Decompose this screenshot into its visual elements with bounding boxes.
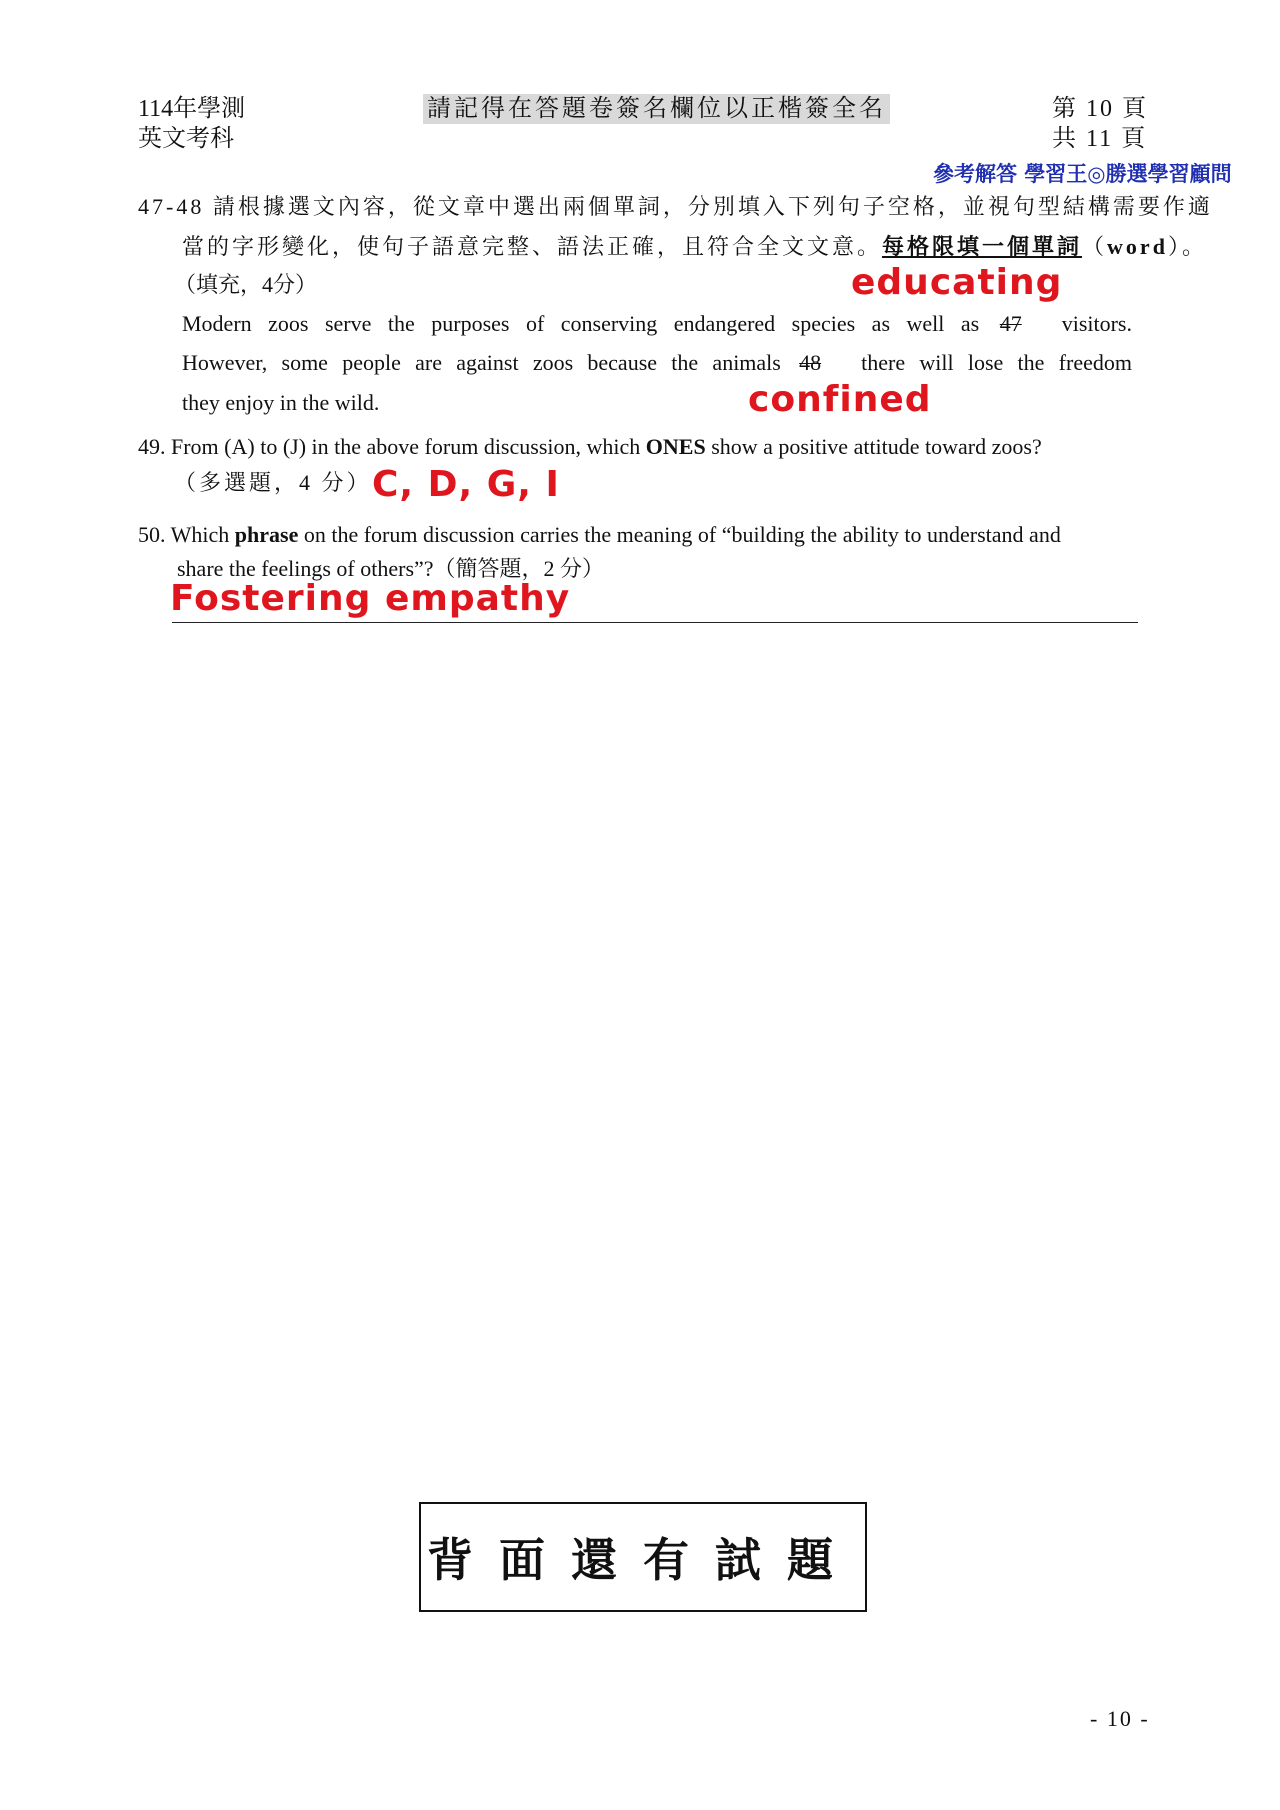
q47-48-number: 47-48 [138, 194, 205, 219]
q49-score: （多選題，4 分） [174, 470, 372, 495]
more-questions-notice-box [419, 1502, 867, 1612]
more-questions-notice: 背面還有試題 [427, 1533, 859, 1587]
page-number: - 10 - [1090, 1706, 1150, 1731]
blank-48: 48 [799, 350, 822, 375]
q50-text-a: Which [170, 522, 235, 547]
q47-48-word-limit: 每格限填一個單詞 [882, 234, 1083, 259]
q50-text-bold: phrase [234, 522, 299, 547]
answer-50: Fostering empathy [170, 578, 571, 619]
q50-line1 [138, 520, 1061, 550]
q49-text-b: show a positive attitude toward zoos? [705, 434, 1042, 459]
q47-48-sentence-1a: Modern zoos serve the purposes of conserving endangered species as well as [182, 311, 980, 336]
q47-48-score: （填充，4分） [174, 272, 318, 297]
q50-number: 50. [138, 522, 166, 547]
q49-text-bold: ONES [645, 434, 706, 459]
q47-48-sentence-line2 [182, 348, 1132, 378]
answer-47: educating [851, 262, 1063, 303]
q49-line1 [138, 432, 1042, 462]
q47-48-instruction-text: 請根據選文內容，從文章中選出兩個單詞，分別填入下列句子空格，並視句型結構需要作適 [212, 194, 1213, 219]
answer-48: confined [748, 379, 932, 420]
q49-text-a: From (A) to (J) in the above forum discussion, which [171, 434, 646, 459]
q49-number: 49. [138, 434, 166, 459]
q47-48-instruction-line1 [138, 192, 1213, 222]
signature-reminder-banner: 請記得在答題卷簽名欄位以正楷簽全名 [423, 94, 890, 124]
q47-48-paren-open: （ [1082, 234, 1108, 259]
q47-48-instruction-line2 [182, 232, 1207, 262]
page-total: 共 11 頁 [1052, 126, 1148, 152]
q47-48-instruction-text-2: 當的字形變化，使句子語意完整、語法正確，且符合全文文意。 [182, 234, 883, 259]
exam-year: 114年學測 [138, 96, 246, 122]
answer-credit: 參考解答 學習王◎勝選學習顧問 [933, 162, 1232, 186]
q47-48-sentence-1b: visitors. [1061, 311, 1132, 336]
q50-answer-line [172, 622, 1138, 623]
q47-48-sentence-3: they enjoy in the wild. [182, 390, 380, 415]
q47-48-sentence-2b: there will lose the freedom [861, 350, 1132, 375]
subject-label: 英文考科 [138, 126, 234, 152]
page-current: 第 10 頁 [1052, 96, 1148, 122]
q47-48-sentence-2a: However, some people are against zoos because the animals [182, 350, 781, 375]
q50-line2: share the feelings of others”?（簡答題，2 分） [177, 556, 605, 581]
q47-48-sentence-line1 [182, 309, 1132, 339]
q47-48-word-label: word [1107, 234, 1168, 259]
q50-text-b: on the forum discussion carries the meaning of “building the ability to understand and [298, 522, 1061, 547]
q47-48-paren-close: ）。 [1167, 234, 1207, 259]
answer-49: C, D, G, I [372, 464, 560, 505]
blank-47: 47 [999, 311, 1022, 336]
